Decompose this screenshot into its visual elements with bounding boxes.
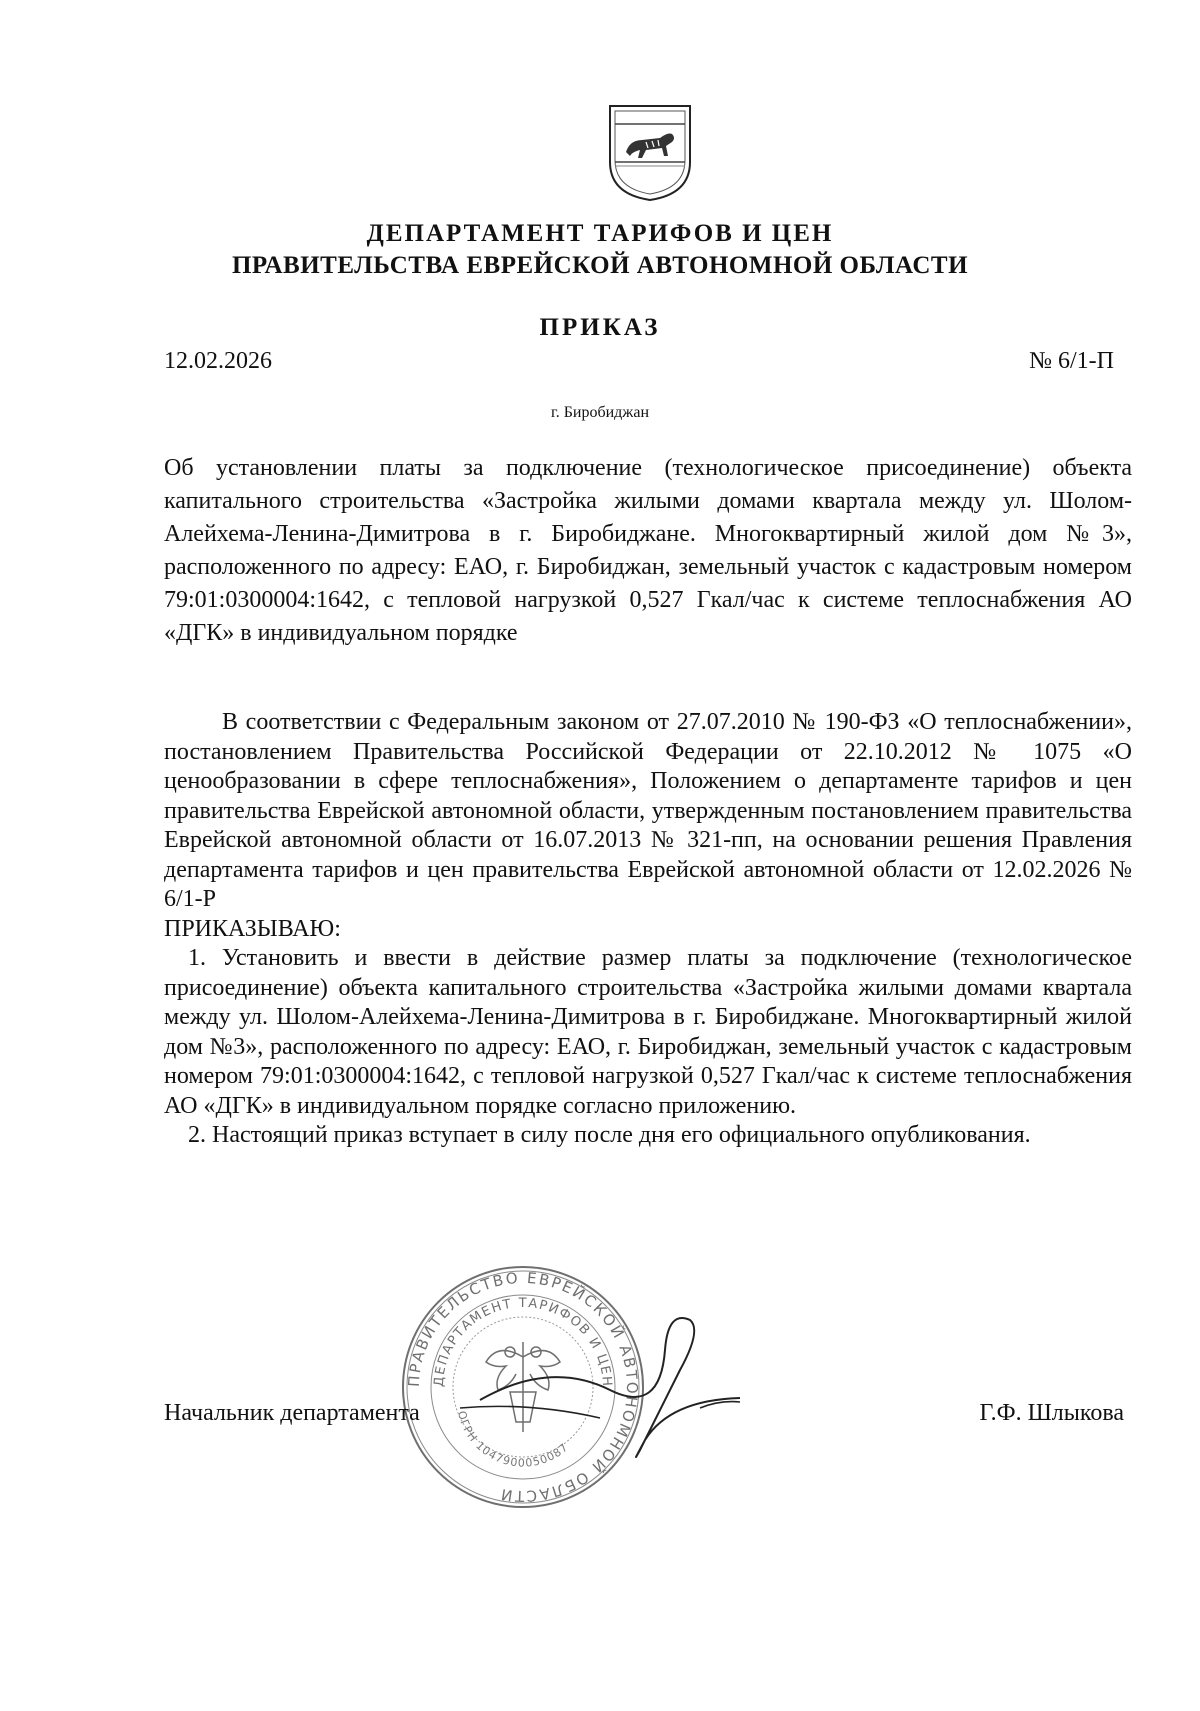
seal-outer-text: ПРАВИТЕЛЬСТВО ЕВРЕЙСКОЙ АВТОНОМНОЙ ОБЛАСТИ — [404, 1268, 642, 1506]
order-item-2: 2. Настоящий приказ вступает в силу после дня его официального опубликования. — [188, 1122, 1031, 1148]
seal-ogrn-text: ОГРН 1047900050087 — [454, 1409, 571, 1470]
city-name: г. Биробиджан — [550, 404, 650, 421]
seal-inner-text: ДЕПАРТАМЕНТ ТАРИФОВ И ЦЕН — [431, 1295, 615, 1388]
handwritten-signature-icon — [440, 1290, 770, 1470]
order-subject: Об установлении платы за подключение (технологическое присоединение) объекта капитального строительства «Застройка жилыми домами квартала между ул. Шолом-Алейхема-Ленина-Димитрова в г. Биробиджане. Многоквартирный жилой дом №3», расположенного по адресу: ЕАО, г. Биробиджан, земельный участок с кадастровым номером 79:01:0300004:1642, с тепловой нагрузкой 0,527 Гкал/час к системе теплоснабжения АО «ДГК» в индивидуальном порядке — [164, 455, 1132, 646]
order-body — [164, 708, 1132, 1151]
preamble-paragraph: В соответствии с Федеральным законом от 27.07.2010 № 190-ФЗ «О теплоснабжении», постановлением Правительства Российской Федерации от 22.10.2012 № 1075 «О ценообразовании в сфере теплоснабжения», Положением о департаменте тарифов и цен правительства Еврейской автономной области, утвержденным постановлением правительства Еврейской автономной области от 16.07.2013 № 321-пп, на основании решения Правления департамента тарифов и цен правительства Еврейской автономной области от 12.02.2026 № 6/1-Р — [164, 709, 1132, 912]
department-name-line1: ДЕПАРТАМЕНТ ТАРИФОВ И ЦЕН — [366, 220, 834, 247]
order-item-1: 1. Установить и ввести в действие размер платы за подключение (технологическое присоединение) объекта капитального строительства «Застройка жилыми домами квартала между ул. Шолом-Алейхема-Ленина-Димитрова в г. Биробиджане. Многоквартирный жилой дом №3», расположенного по адресу: ЕАО, г. Биробиджан, земельный участок с кадастровым номером 79:01:0300004:1642, с тепловой нагрузкой 0,527 Гкал/час к системе теплоснабжения АО «ДГК» в индивидуальном порядке согласно приложению. — [164, 945, 1132, 1119]
signatory-name: Г.Ф. Шлыкова — [979, 1400, 1124, 1426]
order-word: ПРИКАЗЫВАЮ: — [164, 915, 341, 942]
department-name-line2: ПРАВИТЕЛЬСТВА ЕВРЕЙСКОЙ АВТОНОМНОЙ ОБЛАСТИ — [231, 252, 969, 279]
signatory-position: Начальник департамента — [164, 1400, 420, 1426]
order-number: № 6/1-П — [1029, 348, 1114, 374]
order-date: 12.02.2026 — [164, 348, 272, 374]
document-type-title: ПРИКАЗ — [539, 314, 661, 341]
coat-of-arms-icon — [606, 102, 694, 204]
